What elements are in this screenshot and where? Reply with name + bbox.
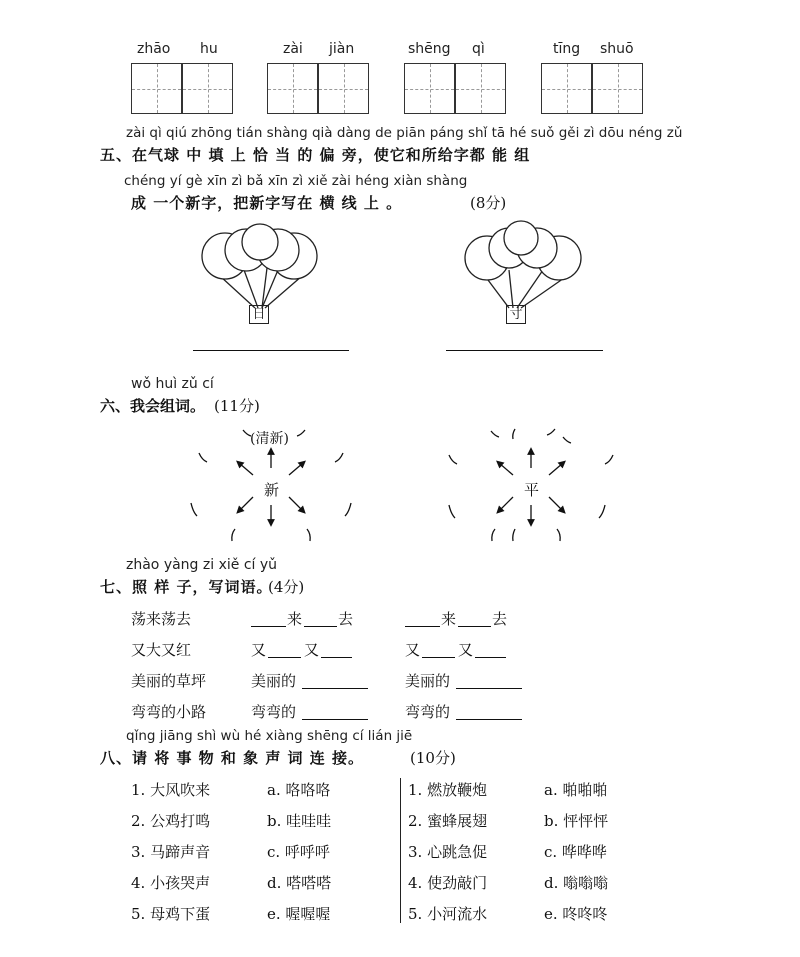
- balloon-cluster-2: [455, 220, 605, 330]
- left-item[interactable]: 3. 马蹄声音: [131, 843, 211, 861]
- fixed-char: 又: [405, 641, 421, 659]
- right-sound[interactable]: b. 怦怦怦: [544, 812, 609, 830]
- blank-line[interactable]: [321, 657, 352, 658]
- pinyin-label: zhāo: [137, 41, 171, 57]
- right-sound[interactable]: a. 啪啪啪: [544, 781, 608, 799]
- left-sound[interactable]: d. 嗒嗒嗒: [267, 874, 332, 892]
- star-1-center-char: 新: [264, 481, 280, 499]
- blank-line[interactable]: [405, 626, 440, 627]
- example-word: 又大又红: [131, 641, 192, 659]
- writing-box[interactable]: [267, 63, 318, 114]
- writing-box[interactable]: [541, 63, 592, 114]
- section8-heading: 八、请 将 事 物 和 象 声 词 连 接。: [100, 749, 365, 767]
- example-word: 弯弯的小路: [131, 703, 207, 721]
- fixed-word: 美丽的: [251, 672, 297, 690]
- pinyin-label: qì: [472, 41, 485, 57]
- section7-score: (4分): [268, 578, 305, 596]
- section8-score: (10分): [410, 749, 456, 767]
- section6-heading: 六、我会组词。: [100, 397, 206, 415]
- blank-line[interactable]: [456, 719, 522, 720]
- left-item[interactable]: 1. 大风吹来: [131, 781, 211, 799]
- blank-line[interactable]: [456, 688, 522, 689]
- left-sound[interactable]: b. 哇哇哇: [267, 812, 332, 830]
- answer-line-1[interactable]: [193, 350, 349, 351]
- fixed-char: 来: [441, 610, 457, 628]
- blank-line[interactable]: [458, 626, 491, 627]
- example-word: 荡来荡去: [131, 610, 192, 628]
- left-item[interactable]: 4. 小孩哭声: [131, 874, 211, 892]
- column-divider: [400, 778, 401, 923]
- star-1-example: (清新): [250, 431, 289, 447]
- fixed-char: 又: [458, 641, 474, 659]
- blank-line[interactable]: [304, 626, 337, 627]
- writing-box[interactable]: [404, 63, 455, 114]
- fixed-char: 又: [304, 641, 320, 659]
- star-2-center-char: 平: [524, 481, 540, 499]
- fixed-char: 去: [338, 610, 354, 628]
- right-item[interactable]: 3. 心跳急促: [408, 843, 488, 861]
- blank-line[interactable]: [251, 626, 286, 627]
- pinyin-label: shēng: [408, 41, 451, 57]
- answer-line-2[interactable]: [446, 350, 603, 351]
- pinyin-label: shuō: [600, 41, 634, 57]
- blank-line[interactable]: [268, 657, 301, 658]
- pinyin-label: jiàn: [329, 41, 355, 57]
- section5-pinyin-2: chéng yí gè xīn zì bǎ xīn zì xiě zài héng xiàn shàng: [124, 173, 468, 189]
- writing-box[interactable]: [318, 63, 369, 114]
- blank-line[interactable]: [302, 719, 368, 720]
- writing-box[interactable]: [131, 63, 182, 114]
- right-item[interactable]: 4. 使劲敲门: [408, 874, 488, 892]
- writing-box[interactable]: [592, 63, 643, 114]
- writing-box[interactable]: [455, 63, 506, 114]
- section5-pinyin-1: zài qì qiú zhōng tián shàng qià dàng de piān páng shǐ tā hé suǒ gěi zì dōu néng zǔ: [126, 125, 683, 141]
- left-sound[interactable]: c. 呼呼呼: [267, 843, 330, 861]
- pinyin-label: hu: [200, 41, 218, 57]
- pinyin-label: tīng: [553, 41, 581, 57]
- right-sound[interactable]: e. 咚咚咚: [544, 905, 608, 923]
- left-sound[interactable]: e. 喔喔喔: [267, 905, 331, 923]
- left-item[interactable]: 2. 公鸡打鸣: [131, 812, 211, 830]
- right-sound[interactable]: d. 嗡嗡嗡: [544, 874, 609, 892]
- right-item[interactable]: 5. 小河流水: [408, 905, 488, 923]
- example-word: 美丽的草坪: [131, 672, 207, 690]
- fixed-word: 美丽的: [405, 672, 451, 690]
- fixed-word: 弯弯的: [251, 703, 297, 721]
- fixed-char: 又: [251, 641, 267, 659]
- right-sound[interactable]: c. 哗哗哗: [544, 843, 607, 861]
- writing-box[interactable]: [182, 63, 233, 114]
- left-sound[interactable]: a. 咯咯咯: [267, 781, 331, 799]
- blank-line[interactable]: [422, 657, 455, 658]
- section5-instruction-2: 成 一个新字，把新字写在 横 线 上 。: [131, 194, 403, 212]
- left-item[interactable]: 5. 母鸡下蛋: [131, 905, 211, 923]
- pinyin-label: zài: [283, 41, 303, 57]
- right-item[interactable]: 2. 蜜蜂展翅: [408, 812, 488, 830]
- balloon-1-base-char: 日: [249, 305, 269, 324]
- fixed-char: 来: [287, 610, 303, 628]
- section7-pinyin: zhào yàng zi xiě cí yǔ: [126, 557, 278, 573]
- section8-pinyin: qǐng jiāng shì wù hé xiàng shēng cí lián jiē: [126, 728, 413, 744]
- section6-score: (11分): [214, 397, 260, 415]
- right-item[interactable]: 1. 燃放鞭炮: [408, 781, 488, 799]
- section6-pinyin: wǒ huì zǔ cí: [131, 376, 214, 392]
- fixed-word: 弯弯的: [405, 703, 451, 721]
- blank-line[interactable]: [302, 688, 368, 689]
- blank-line[interactable]: [475, 657, 506, 658]
- section5-instruction-1: 五、在气球 中 填 上 恰 当 的 偏 旁，使它和所给字都 能 组: [100, 146, 531, 164]
- section7-heading: 七、照 样 子，写词语。: [100, 578, 273, 596]
- balloon-2-base-char: 寸: [506, 305, 526, 324]
- fixed-char: 去: [492, 610, 508, 628]
- section5-score: (8分): [470, 194, 507, 212]
